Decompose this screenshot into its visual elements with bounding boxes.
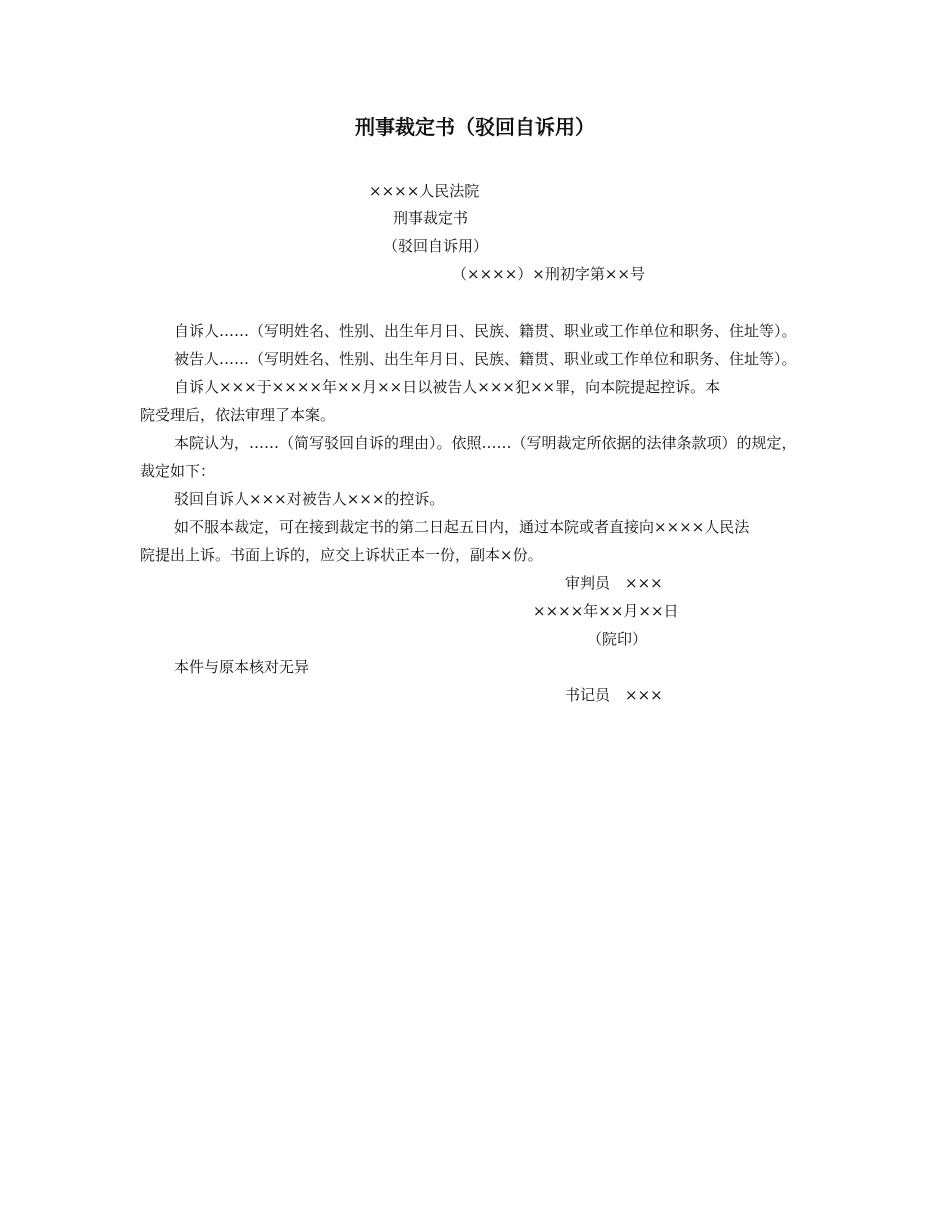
clerk-signature: 书记员 ××× — [565, 686, 663, 704]
doc-type: 刑事裁定书 — [393, 209, 469, 227]
document-title: 刑事裁定书（驳回自诉用） — [355, 115, 595, 139]
verification-note: 本件与原本核对无异 — [174, 658, 310, 676]
case-paragraph-line-2: 院受理后，依法审理了本案。 — [140, 406, 336, 424]
appeal-paragraph-line-1: 如不服本裁定，可在接到裁定书的第二日起五日内，通过本院或者直接向××××人民法 — [174, 518, 750, 536]
signature-date: ××××年××月××日 — [533, 602, 679, 620]
reasoning-paragraph-line-2: 裁定如下： — [140, 462, 216, 480]
appeal-paragraph-line-2: 院提出上诉。书面上诉的，应交上诉状正本一份，副本×份。 — [140, 546, 543, 564]
judge-signature: 审判员 ××× — [565, 574, 663, 592]
reasoning-paragraph-line-1: 本院认为，……（简写驳回自诉的理由）。依照……（写明裁定所依据的法律条款项）的规定， — [174, 434, 797, 452]
case-paragraph-line-1: 自诉人×××于××××年××月××日以被告人×××犯××罪，向本院提起控诉。本 — [174, 378, 721, 396]
defendant-paragraph: 被告人……（写明姓名、性别、出生年月日、民族、籍贯、职业或工作单位和职务、住址等）。 — [174, 350, 797, 368]
plaintiff-paragraph: 自诉人……（写明姓名、性别、出生年月日、民族、籍贯、职业或工作单位和职务、住址等）。 — [174, 322, 797, 340]
court-name: ××××人民法院 — [369, 182, 480, 200]
court-seal: （院印） — [587, 630, 648, 648]
case-number: （××××）×刑初字第××号 — [452, 265, 645, 283]
ruling-paragraph: 驳回自诉人×××对被告人×××的控诉。 — [174, 490, 445, 508]
doc-subtype: （驳回自诉用） — [383, 237, 489, 255]
